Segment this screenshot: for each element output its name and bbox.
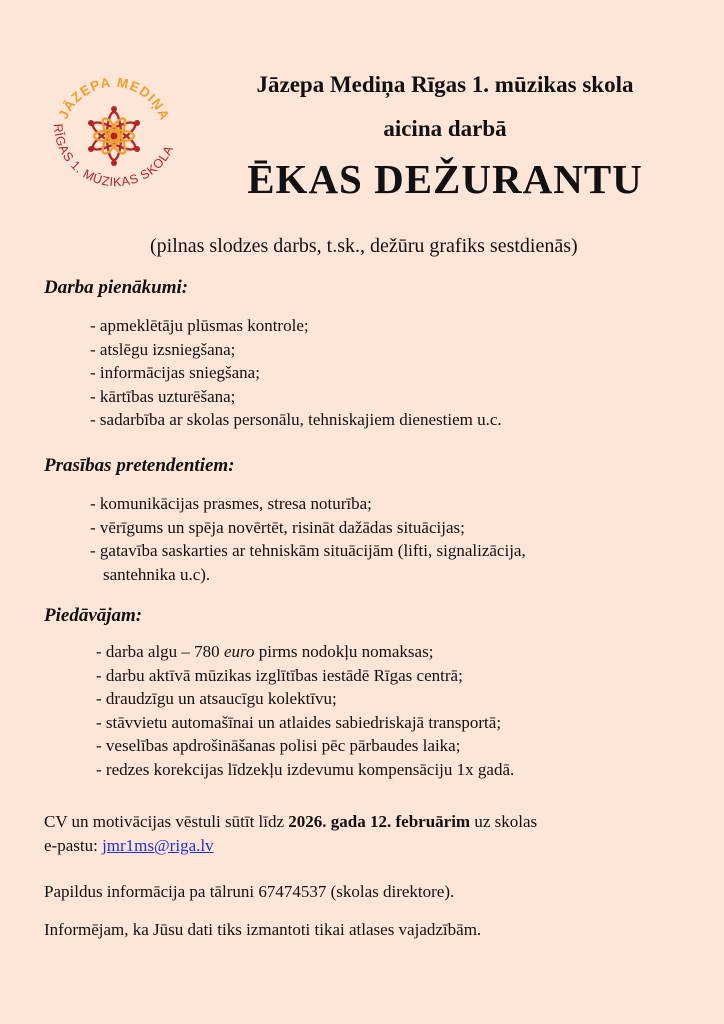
email-label: e-pastu: — [44, 835, 103, 855]
phone-info: Papildus informācija pa tālruni 67474537 (skolas direktore). — [44, 882, 455, 901]
school-logo — [38, 58, 188, 208]
requirements-title: Prasības pretendentiem: — [44, 455, 235, 476]
duties-section — [44, 276, 502, 432]
list-item: - stāvvietu automašīnai un atlaides sabiedriskajā transportā; — [96, 712, 502, 732]
position-subtitle: (pilnas slodzes darbs, t.sk., dežūru grafiks sestdienās) — [150, 235, 578, 257]
logo-text-top: JĀZEPA MEDIŅA — [55, 74, 173, 124]
offer-section — [44, 604, 514, 781]
salary-pre: - darba algu – 780 — [96, 642, 224, 661]
deadline: 2026. gada 12. februārim — [288, 812, 471, 831]
list-item: - draudzīgu un atsaucīgu kolektīvu; — [96, 689, 337, 708]
email-link[interactable]: jmr1ms@riga.lv — [102, 835, 214, 855]
offer-title: Piedāvājam: — [44, 605, 143, 626]
list-item: - veselības apdrošināšanas polisi pēc pārbaudes laika; — [96, 736, 461, 755]
list-item-salary — [96, 640, 514, 664]
list-item: - darbu aktīvā mūzikas izglītības iestādē Rīgas centrā; — [96, 665, 463, 685]
list-item-continuation — [90, 563, 526, 587]
list-item: - informācijas sniegšana; — [90, 363, 260, 382]
cv-instructions — [44, 810, 537, 857]
salary-currency: euro — [223, 642, 255, 661]
privacy-notice: Informējam, ka Jūsu dati tiks izmantoti tikai atlases vajadzībām. — [44, 920, 482, 939]
header — [190, 70, 700, 204]
salary-post: pirms nodokļu nomaksas; — [254, 642, 434, 661]
invite-line: aicina darbā — [383, 116, 507, 141]
list-item: - kārtības uzturēšana; — [90, 386, 236, 406]
list-item-continuation-text: santehnika u.c). — [103, 564, 211, 584]
list-item: - atslēgu izsniegšana; — [90, 339, 236, 359]
duties-title: Darba pienākumi: — [44, 277, 189, 298]
list-item: - komunikācijas prasmes, stresa noturība; — [90, 494, 372, 513]
requirements-section — [44, 454, 526, 586]
list-item: - gatavība saskarties ar tehniskām situācijām (lifti, signalizācija, — [90, 541, 526, 560]
school-name: Jāzepa Mediņa Rīgas 1. mūzikas skola — [256, 72, 634, 97]
list-item: - vērīgums un spēja novērtēt, risināt dažādas situācijas; — [90, 517, 465, 537]
logo-text-bottom: RĪGAS 1. MŪZIKAS SKOLA — [50, 123, 177, 190]
list-item: - apmeklētāju plūsmas kontrole; — [90, 316, 309, 335]
position-title: ĒKAS DEŽURANTU — [247, 156, 643, 202]
list-item: - sadarbība ar skolas personālu, tehniskajiem dienestiem u.c. — [90, 410, 502, 429]
cv-text-pre: CV un motivācijas vēstuli sūtīt līdz — [44, 812, 289, 831]
cv-text-post: uz skolas — [470, 812, 538, 831]
list-item: - redzes korekcijas līdzekļu izdevumu kompensāciju 1x gadā. — [96, 759, 515, 779]
music-emblem-icon — [88, 106, 140, 166]
